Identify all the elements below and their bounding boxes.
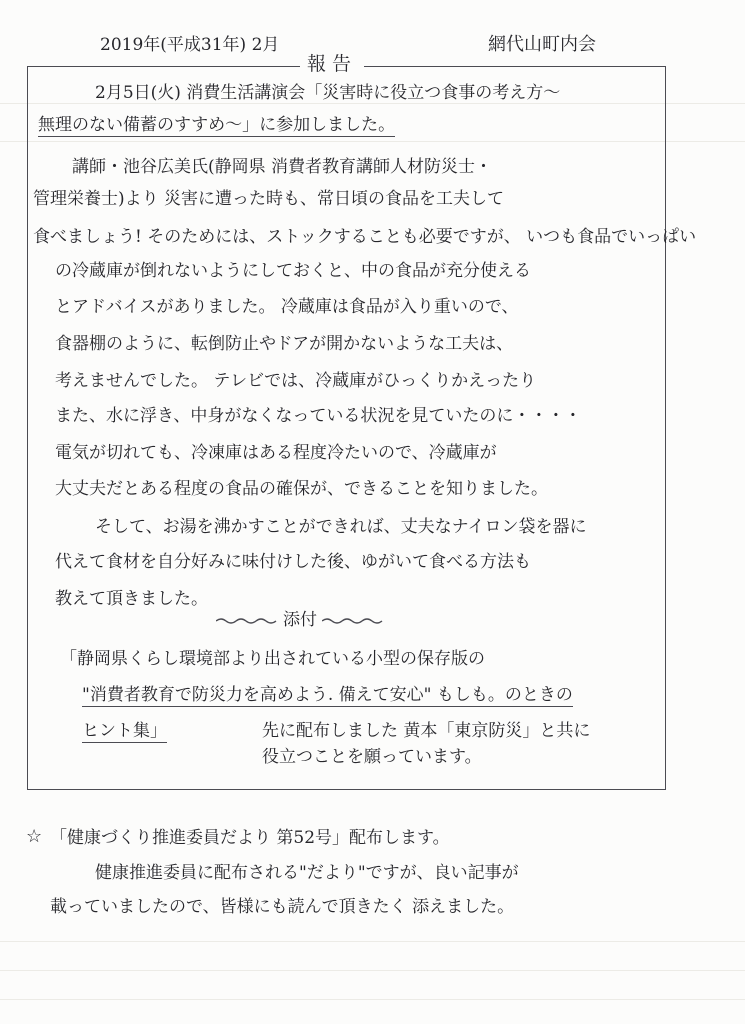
wave-decoration-right [322, 616, 384, 626]
report-line: 2月5日(火) 消費生活講演会「災害時に役立つ食事の考え方～ [95, 83, 561, 103]
report-line: の冷蔵庫が倒れないようにしておくと、中の食品が充分使える [55, 261, 531, 281]
report-line: 食器棚のように、転倒防止やドアが開かないような工夫は、 [55, 334, 514, 354]
report-line: 管理栄養士)より 災害に遭った時も、常日頃の食品を工夫して [33, 189, 505, 209]
attachment-heading-text: 添付 [283, 610, 317, 630]
attachment-line: "消費者教育で防災力を高めよう. 備えて安心" もしも。のときの [82, 685, 573, 705]
notice-line: 健康推進委員に配布される"だより"ですが、良い記事が [95, 863, 519, 883]
wave-decoration-left [216, 616, 278, 626]
report-line: 無理のない備蓄のすすめ～」に参加しました。 [38, 115, 396, 135]
report-line: そして、お湯を沸かすことができれば、丈夫なナイロン袋を器に [95, 517, 587, 537]
report-title: 報告 [300, 49, 364, 76]
report-line: 講師・池谷広美氏(静岡県 消費者教育講師人材防災士・ [72, 157, 493, 177]
report-line: 電気が切れても、冷凍庫はある程度冷たいので、冷蔵庫が [55, 443, 497, 463]
report-line: 食べましょう! そのためには、ストックすることも必要ですが、 いつも食品でいっぱい [33, 227, 697, 247]
report-line: 考えませんでした。 テレビでは、冷蔵庫がひっくりかえったり [55, 371, 537, 391]
notice-line: 「健康づくり推進委員だより 第52号」配布します。 [50, 828, 450, 848]
star-icon: ☆ [26, 826, 43, 847]
report-line: 代えて食材を自分好みに味付けした後、ゆがいて食べる方法も [55, 552, 531, 572]
report-line: 教えて頂きました。 [55, 589, 208, 609]
report-line: とアドバイスがありました。 冷蔵庫は食品が入り重いので、 [55, 297, 519, 317]
report-date: 2019年(平成31年) 2月 [100, 35, 280, 55]
report-line: また、水に浮き、中身がなくなっている状況を見ていたのに・・・・ [55, 406, 582, 426]
attachment-line: 先に配布しました 黄本「東京防災」と共に [262, 721, 591, 741]
report-line: 大丈夫だとある程度の食品の確保が、できることを知りました。 [55, 479, 548, 499]
organization-name: 網代山町内会 [488, 34, 596, 55]
attachment-line: ヒント集」 [82, 721, 167, 741]
notice-line: 載っていましたので、皆様にも読んで頂きたく 添えました。 [50, 897, 515, 917]
attachment-heading [185, 605, 415, 630]
attachment-line: 「静岡県くらし環境部より出されている小型の保存版の [60, 649, 485, 669]
attachment-line: 役立つことを願っています。 [262, 747, 482, 767]
